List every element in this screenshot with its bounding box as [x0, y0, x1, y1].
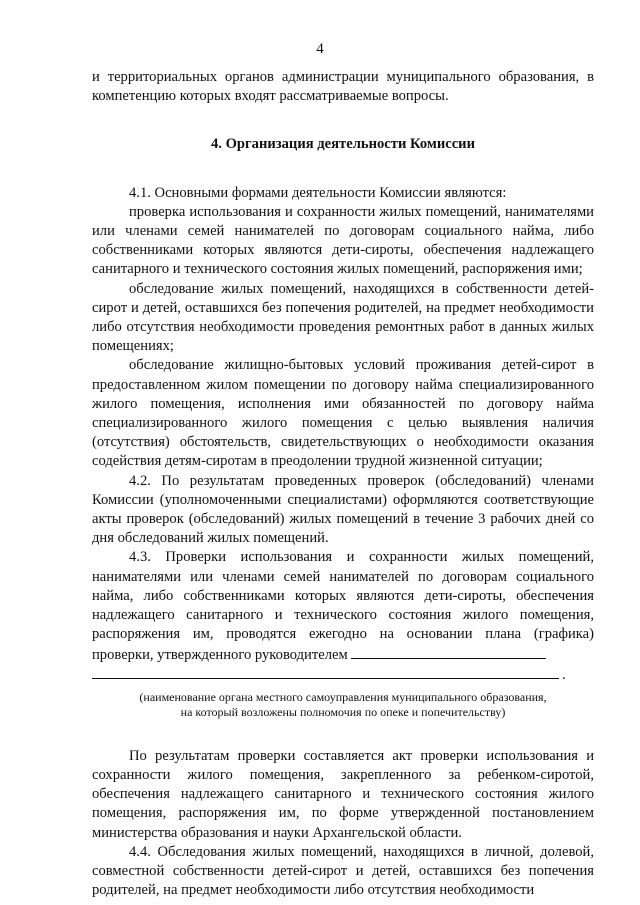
intro-paragraph: и территориальных органов администрации муниципального образования, в компетенцию которых входят рассматриваемые вопросы.: [92, 69, 594, 105]
blank-caption: [92, 690, 594, 721]
blank-full-line: [92, 666, 594, 685]
blank-fill-line: [351, 644, 546, 659]
paragraph-4-2: 4.2. По результатам проведенных проверок (обследований) членами Комиссии (уполномоченными специалистами) оформляются соответствующие акты проверок (обследований) жилых помещений в течение 3 рабочих дней со дня обследований жилых помещений.: [92, 472, 594, 547]
caption-line-2: на который возложены полномочия по опеке и попечительству): [180, 705, 506, 720]
document-body: [92, 68, 594, 900]
paragraph-4-4: 4.4. Обследования жилых помещений, находящихся в личной, долевой, совместной собственности детей-сирот и детей, оставшихся без попечения родителей, на предмет необходимости либо отсутствия необходимости: [92, 843, 594, 899]
page-number: 4: [316, 41, 324, 57]
caption-line-1: (наименование органа местного самоуправления муниципального образования,: [139, 689, 547, 704]
paragraph-4-3: [92, 548, 594, 665]
paragraph-4-3-text: 4.3. Проверки использования и сохранности жилых помещений, нанимателями или членами семей нанимателей по договорам социального найма, либо собственниками которых являются дети-сироты, обеспечения надлежащего санитарного и технического состояния жилого помещения, распоряжения им, проводятся ежегодно на основании плана (графика) проверки, утвержденного руководителем: [92, 549, 594, 664]
list-item-inspection: проверка использования и сохранности жилых помещений, нанимателями или членами семей нанимателей по договорам социального найма, либо собственниками которых являются дети-сироты, обеспечения надлежащего санитарного и технического состояния жилых помещений, распоряжения ими;: [92, 203, 594, 278]
section-title: 4. Организация деятельности Комиссии: [210, 136, 476, 153]
list-item-survey-property: обследование жилых помещений, находящихся в собственности детей-сирот и детей, оставшихся без попечения родителей, на предмет необходимости либо отсутствия необходимости проведения ремонтных работ в данных жилых помещениях;: [92, 280, 594, 355]
blank-rule: [92, 678, 559, 679]
paragraph-result: По результатам проверки составляется акт проверки использования и сохранности жилого помещения, закрепленного за ребенком-сиротой, обеспечения надлежащего санитарного и технического состояния жилого помещения, распоряжения им, по форме утвержденной постановлением министерства образования и науки Архангельской области.: [92, 747, 594, 841]
line-end-period: .: [562, 666, 566, 683]
paragraph-4-1: 4.1. Основными формами деятельности Комиссии являются:: [129, 184, 507, 201]
list-item-survey-living-conditions: обследование жилищно-бытовых условий проживания детей-сирот в предоставленном жилом помещении по договору найма специализированного жилого помещения, исполнения ими обязанностей по договору найма специализированного жилого помещения с целью выявления наличия (отсутствия) обстоятельств, свидетельствующих о необходимости оказания содействия детям-сиротам в преодолении трудной жизненной ситуации;: [92, 357, 594, 470]
